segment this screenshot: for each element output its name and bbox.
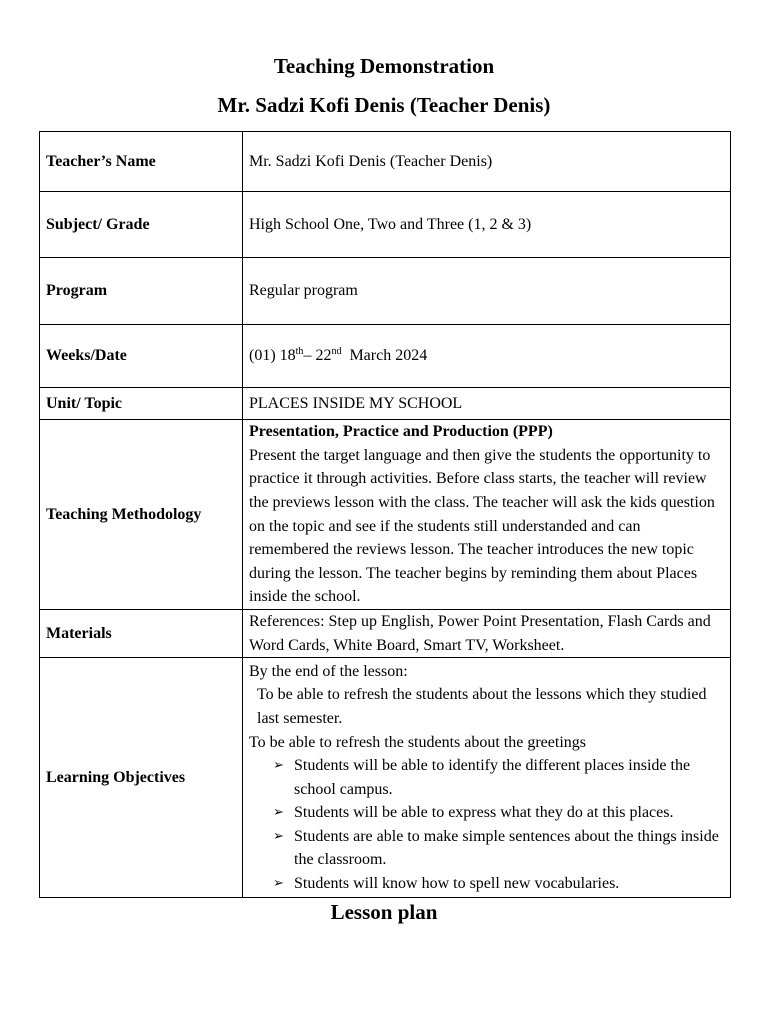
table-row-program: [40, 258, 731, 325]
table-row-weeks: [40, 325, 731, 388]
list-item: ➢ Students will be able to express what they do at this places.: [273, 801, 724, 825]
arrow-bullet-icon: ➢: [273, 758, 284, 774]
objectives-bullet-list: [249, 754, 724, 896]
methodology-heading: Presentation, Practice and Production (PPP): [249, 423, 553, 441]
objectives-refresh-greetings: To be able to refresh the students about the greetings: [249, 733, 586, 751]
program-label: Program: [40, 258, 243, 325]
document-title: Teaching Demonstration: [273, 54, 495, 78]
lesson-plan-table: [39, 131, 731, 898]
list-item: ➢ Students will know how to spell new vocabularies.: [273, 872, 724, 896]
weeks-prefix: (01) 18: [249, 347, 296, 365]
list-item: ➢ Students will be able to identify the different places inside the school campus.: [273, 754, 724, 801]
lesson-plan-caption: Lesson plan: [330, 900, 438, 924]
program-value: Regular program: [243, 258, 731, 325]
arrow-bullet-icon: ➢: [273, 805, 284, 821]
teaching-methodology-label: Teaching Methodology: [40, 420, 243, 610]
objectives-refresh-lessons: To be able to refresh the students about the lessons which they studied last semester.: [257, 686, 707, 727]
unit-topic-value: PLACES INSIDE MY SCHOOL: [243, 388, 731, 420]
table-row-teacher: [40, 132, 731, 192]
teacher-name-label: Teacher’s Name: [40, 132, 243, 192]
materials-label: Materials: [40, 610, 243, 658]
unit-topic-label: Unit/ Topic: [40, 388, 243, 420]
weeks-date-label: Weeks/Date: [40, 325, 243, 388]
arrow-bullet-icon: ➢: [273, 828, 284, 844]
weeks-date-value: [243, 325, 731, 388]
document-subtitle: Mr. Sadzi Kofi Denis (Teacher Denis): [217, 93, 551, 117]
subject-grade-value: High School One, Two and Three (1, 2 & 3): [243, 192, 731, 258]
learning-objectives-value: [243, 658, 731, 898]
list-item: ➢ Students are able to make simple sentences about the things inside the classroom.: [273, 825, 724, 872]
weeks-suffix: March 2024: [341, 347, 428, 365]
subject-grade-label: Subject/ Grade: [40, 192, 243, 258]
objectives-intro: By the end of the lesson:: [249, 662, 408, 680]
methodology-text: Present the target language and then give the students the opportunity to practice it through activities. Before class starts, the teacher will review the previews lesson with the class. The teacher will ask the kids question on the topic and see if the students still understanded and can remembered the reviews lesson. The teacher introduces the new topic during the lesson. The teacher begins by reminding them about Places inside the school.: [249, 446, 715, 606]
table-row-objectives: [40, 658, 731, 898]
weeks-mid: – 22: [303, 347, 332, 365]
teaching-methodology-value: [243, 420, 731, 610]
table-row-unit: [40, 388, 731, 420]
teacher-name-value: Mr. Sadzi Kofi Denis (Teacher Denis): [243, 132, 731, 192]
weeks-sup-th: th: [295, 346, 304, 358]
table-row-subject: [40, 192, 731, 258]
weeks-sup-nd: nd: [331, 346, 342, 358]
learning-objectives-label: Learning Objectives: [40, 658, 243, 898]
arrow-bullet-icon: ➢: [273, 876, 284, 892]
table-row-methodology: [40, 420, 731, 610]
materials-value: References: Step up English, Power Point Presentation, Flash Cards and Word Cards, White Board, Smart TV, Worksheet.: [243, 610, 731, 658]
table-row-materials: [40, 610, 731, 658]
